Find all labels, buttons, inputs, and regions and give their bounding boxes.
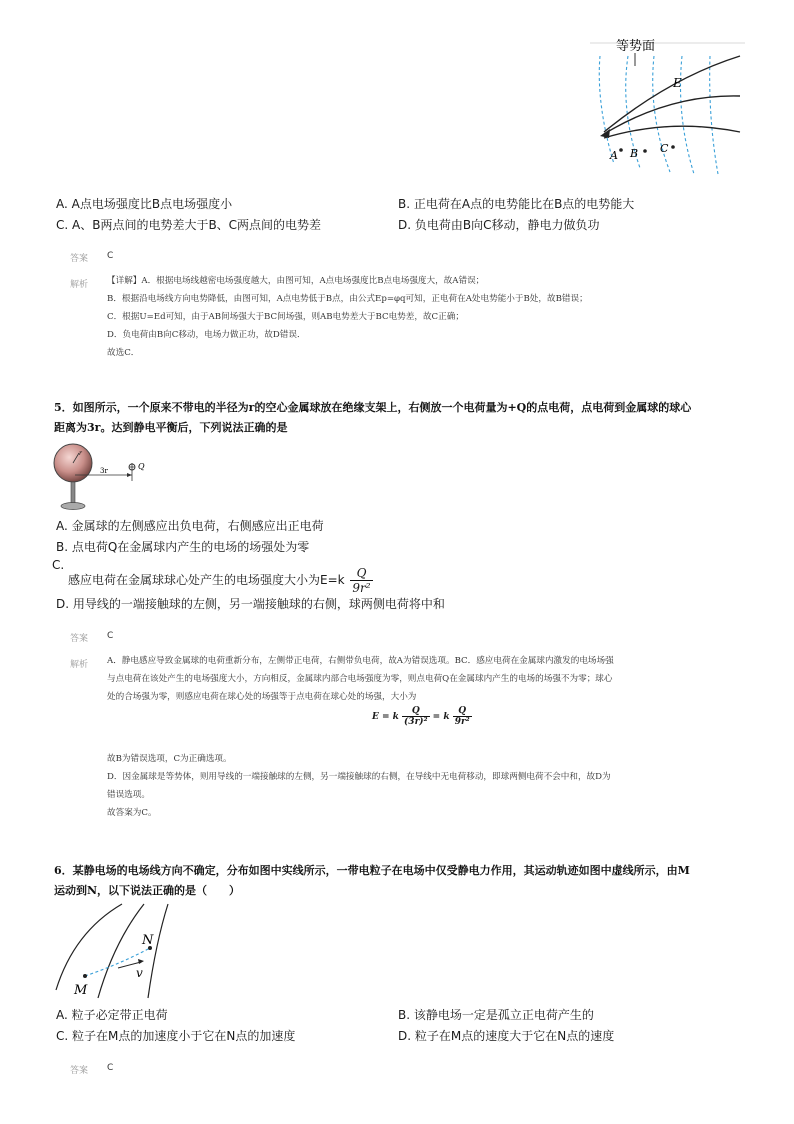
q4-option-a[interactable]: A. A点电场强度比B点电场强度小 (56, 197, 233, 211)
q5-option-c-fraction (350, 566, 372, 595)
label-E: E (673, 76, 682, 90)
formula-fraction-1 (402, 706, 429, 727)
point-B (643, 149, 647, 153)
metal-sphere-figure (52, 443, 162, 513)
formula-mid: = k (432, 712, 450, 722)
field-lines (604, 56, 740, 138)
point-M (83, 974, 87, 978)
fraction-denominator: 9r² (352, 581, 371, 595)
q5-analysis-line: 故答案为C。 (107, 808, 157, 818)
formula-lhs: E = k (372, 712, 399, 722)
q6-option-d[interactable]: D. 粒子在M点的速度大于它在N点的速度 (398, 1029, 615, 1043)
q6-answer-label: 答案 (70, 1066, 89, 1076)
label-r: r (79, 450, 82, 457)
q4-analysis-line: C．根据U=Ed可知，由于AB间场强大于BC间场强，则AB电势差大于BC电势差，故C正确； (107, 312, 464, 322)
q5-analysis-line: 处的合场强为零，则感应电荷在球心处的场强等于点电荷在球心处的场强，大小为 (107, 692, 417, 702)
label-v: v (136, 966, 143, 980)
q5-analysis-line: 故B为错误选项，C为正确选项。 (107, 754, 232, 764)
fraction-numerator: Q (453, 706, 472, 717)
q4-option-b[interactable]: B. 正电荷在A点的电势能比在B点的电势能大 (398, 197, 635, 211)
point-A (619, 148, 623, 152)
fraction-denominator: (3r)² (404, 717, 428, 727)
q6-stem-line: 运动到N，以下说法正确的是（ ） (54, 884, 241, 897)
q4-analysis-label: 解析 (70, 280, 89, 290)
q4-answer-value: C (107, 251, 114, 261)
q4-analysis-line: 故选C． (107, 348, 140, 358)
q5-stem (54, 398, 691, 438)
fraction-numerator: Q (402, 706, 429, 717)
q5-option-c-letter[interactable]: C. (52, 558, 65, 572)
q5-option-b[interactable]: B. 点电荷Q在金属球内产生的电场的场强处为零 (56, 540, 310, 554)
q4-analysis-line: B．根据沿电场线方向电势降低，由图可知，A点电势低于B点，由公式Ep=φq可知，正电荷在A处电势能小于B处，故B错误； (107, 294, 588, 304)
q4-analysis-line: D．负电荷由B向C移动，电场力做正功，故D错误． (107, 330, 306, 340)
q5-answer-label: 答案 (70, 634, 89, 644)
label-N: N (142, 933, 154, 948)
q5-stem-line: 距离为3r。达到静电平衡后，下列说法正确的是 (54, 421, 288, 434)
q5-analysis-line: 错误选项。 (107, 790, 150, 800)
q5-analysis-line: A．静电感应导致金属球的电荷重新分布，左侧带正电荷，右侧带负电荷，故A为错误选项。BC．感应电荷在金属球内激发的电场场强 (107, 656, 614, 666)
q5-analysis-label: 解析 (70, 660, 89, 670)
label-3r: 3r (100, 467, 108, 475)
q5-option-a[interactable]: A. 金属球的左侧感应出负电荷，右侧感应出正电荷 (56, 519, 324, 533)
insulating-stand (71, 482, 75, 503)
distance-arrowhead (127, 473, 132, 477)
label-B: B (630, 147, 639, 160)
q5-answer-value: C (107, 631, 114, 641)
fraction-numerator: Q (350, 566, 372, 581)
label-M: M (74, 983, 88, 998)
q5-analysis-line: D．因金属球是等势体，则用导线的一端接触球的左侧，另一端接触球的右侧，在导线中无电荷移动，即球两侧电荷不会中和，故D为 (107, 772, 611, 782)
q6-stem (54, 861, 690, 901)
q4-option-c[interactable]: C. A、B两点间的电势差大于B、C两点间的电势差 (56, 218, 322, 232)
q4-answer-label: 答案 (70, 254, 89, 264)
q5-option-c[interactable] (68, 566, 373, 595)
q5-formula (372, 706, 472, 727)
formula-fraction-2 (453, 706, 472, 727)
fraction-denominator: 9r² (454, 717, 470, 727)
q6-option-c[interactable]: C. 粒子在M点的加速度小于它在N点的加速度 (56, 1029, 296, 1043)
q5-analysis-line: 与点电荷在该处产生的电场强度大小，方向相反，金属球内部合电场强度为零，则点电荷Q在金属球内产生的电场的场强不为零；球心 (107, 674, 613, 684)
field-lines (56, 904, 168, 998)
q4-option-d[interactable]: D. 负电荷由B向C移动，静电力做负功 (398, 218, 600, 232)
q5-stem-line: 5．如图所示，一个原来不带电的半径为r的空心金属球放在绝缘支架上，右侧放一个电荷量为+Q的点电荷，点电荷到金属球的球心 (54, 401, 692, 414)
q4-analysis (107, 272, 588, 362)
equipotential-figure (590, 34, 750, 176)
point-C (671, 145, 675, 149)
q5-option-c-text: 感应电荷在金属球球心处产生的电场强度大小为E=k (68, 573, 345, 587)
q5-analysis-continued (107, 750, 611, 822)
label-C: C (660, 142, 669, 155)
label-Q: Q (138, 462, 145, 471)
q5-analysis (107, 652, 614, 706)
stand-base (61, 503, 85, 510)
q6-option-a[interactable]: A. 粒子必定带正电荷 (56, 1008, 168, 1022)
q5-option-d[interactable]: D. 用导线的一端接触球的左侧，另一端接触球的右侧，球两侧电荷将中和 (56, 597, 445, 611)
q6-option-b[interactable]: B. 该静电场一定是孤立正电荷产生的 (398, 1008, 594, 1022)
trajectory-figure (52, 902, 172, 1002)
equipotential-title: 等势面 (616, 39, 656, 54)
q4-analysis-line: 【详解】A．根据电场线越密电场强度越大，由图可知，A点电场强度比B点电场强度大，故A错误； (107, 276, 485, 286)
label-A: A (610, 149, 618, 162)
q6-stem-line: 6．某静电场的电场线方向不确定，分布如图中实线所示，一带电粒子在电场中仅受静电力作用，其运动轨迹如图中虚线所示，由M (54, 864, 690, 877)
velocity-arrowhead (138, 959, 144, 964)
q6-answer-value: C (107, 1063, 114, 1073)
